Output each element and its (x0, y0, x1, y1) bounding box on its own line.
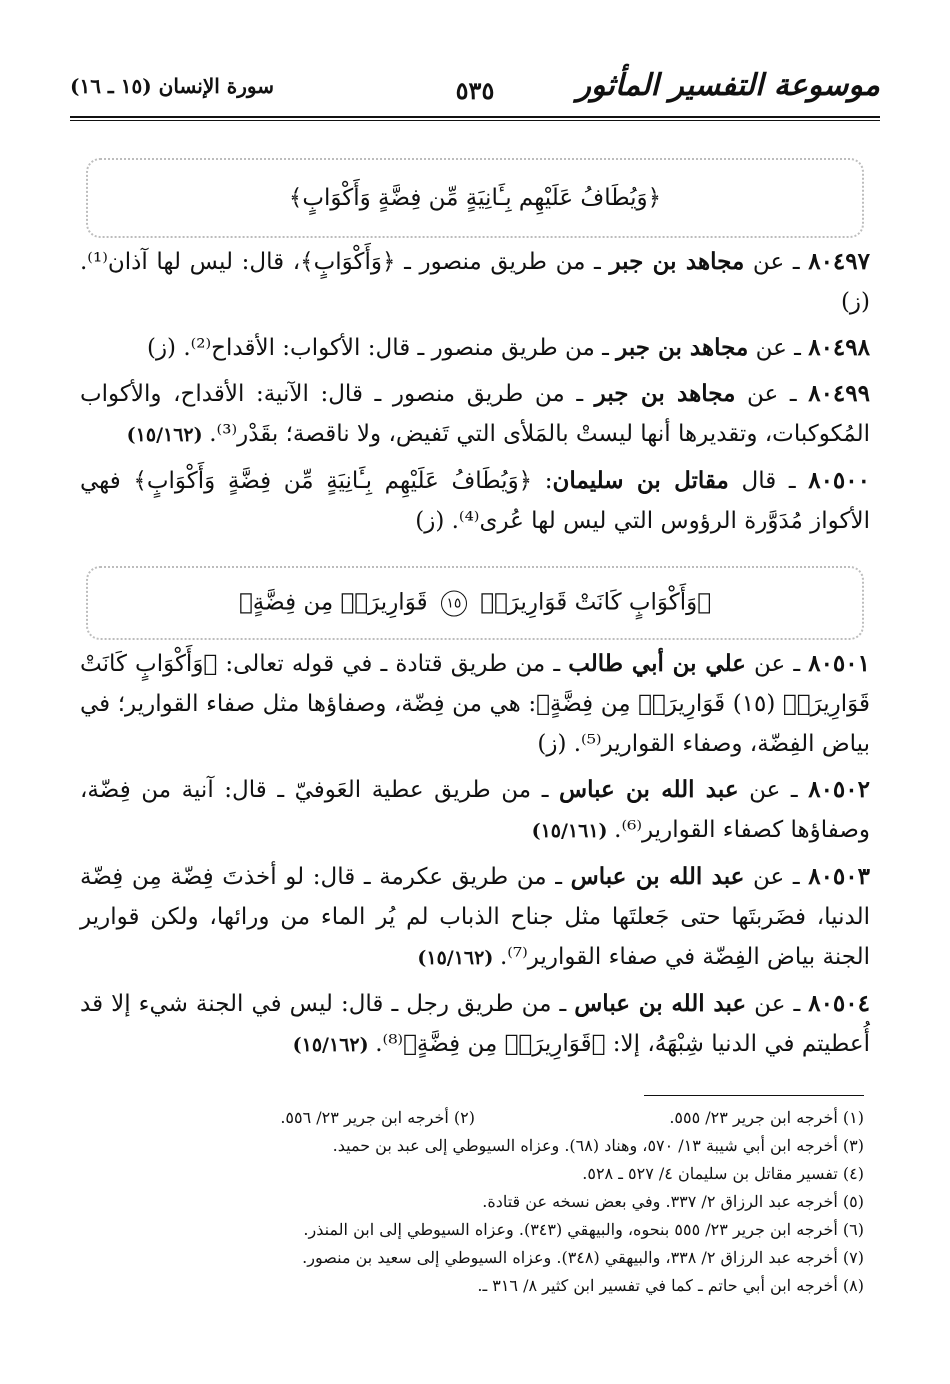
entry-body: : ﴿وَيُطَافُ عَلَيْهِم بِـَٔانِيَةٍ مِّن فِضَّةٍ وَأَكْوَابٍ﴾ فهي الأكواز مُدَوَّرة الرؤوس التي ليس لها عُرى⁽⁴⁾. (ز) (80, 468, 870, 534)
entries-group-2 (80, 644, 870, 1071)
cross-reference: (١٥/١٦٢) (126, 424, 210, 446)
entry-sep: ـ عن (746, 991, 809, 1017)
entry-body: ـ من طريق عطية العَوفيّ ـ قال: آنية من فِضّة، وصفاؤها كصفاء القوارير⁽⁶⁾. (80, 777, 870, 843)
entry-number: ٨٠٥٠٤ (808, 990, 870, 1017)
narrator-name: مقاتل بن سليمان (552, 467, 729, 494)
entry (80, 770, 870, 851)
entry (80, 242, 870, 322)
verse-line (88, 590, 862, 617)
entry (80, 644, 870, 764)
entry-number: ٨٠٥٠٢ (808, 776, 870, 803)
entry (80, 857, 870, 978)
entries-group-1 (80, 242, 870, 547)
verse-text: ﴿وَيُطَافُ عَلَيْهِم بِـَٔانِيَةٍ مِّن فِضَّةٍ وَأَكْوَابٍ﴾ (288, 185, 662, 211)
narrator-name: مجاهد بن جبر (609, 248, 745, 275)
entry (80, 461, 870, 541)
narrator-name: مجاهد بن جبر (594, 380, 736, 407)
surah-title: سورة الإنسان (١٥ ـ ١٦) (70, 74, 275, 98)
footnotes (86, 1104, 864, 1300)
footnote-3: (٣) أخرجه ابن أبي شيبة ١٣/ ٥٧٠، وهناد (٦٨). وعزاه السيوطي إلى عبد بن حميد. (332, 1136, 864, 1155)
entry-sep: ـ عن (744, 249, 809, 275)
footnote-8: (٨) أخرجه ابن أبي حاتم ـ كما في تفسير ابن كثير ٨/ ٣١٦ ـ. (477, 1276, 864, 1295)
entry-body: ـ من طريق منصور ـ ﴿وَأَكْوَابٍ﴾، قال: ليس لها آذان⁽¹⁾. (ز) (80, 249, 870, 315)
entry-body: ـ من طريق رجل ـ قال: ليس في الجنة شيء إلا قد أُعطيتم في الدنيا شِبْهَهُ، إلا: ﴿قَوَارِيرَا۟ مِن فِضَّةٍ﴾⁽⁸⁾. (80, 991, 870, 1057)
entry-sep: ـ عن (744, 864, 809, 890)
cross-reference: (١٥/١٦١) (531, 820, 615, 842)
entry (80, 328, 870, 368)
entry-body: ـ من طريق قتادة ـ في قوله تعالى: ﴿وَأَكْوَابٍ كَانَتْ قَوَارِيرَا۠ (١٥) قَوَارِيرَا۟ مِن فِضَّةٍ﴾: هي من فِضّة، وصفاؤها مثل صفاء القوارير؛ في بياض الفِضّة، وصفاء القوارير⁽⁵⁾. (ز) (80, 651, 870, 757)
entry-sep: ـ قال (728, 468, 809, 494)
footnote-5: (٥) أخرجه عبد الرزاق ٢/ ٣٣٧. وفي بعض نسخه عن قتادة. (482, 1192, 864, 1211)
footnote-4: (٤) تفسير مقاتل بن سليمان ٤/ ٥٢٧ ـ ٥٢٨. (582, 1164, 864, 1183)
narrator-name: عبد الله بن عباس (574, 990, 747, 1017)
entry-sep: ـ عن (735, 381, 809, 407)
entry-body: ـ من طريق منصور ـ قال: الأكواب: الأقداح⁽²⁾. (ز) (146, 335, 617, 361)
narrator-name: عبد الله بن عباس (570, 863, 745, 890)
entry-body: ـ من طريق عكرمة ـ قال: لو أخذتَ فِضّة مِن فِضّة الدنيا، فضَربتَها حتى جَعلتَها مثل جناح الذباب لم يُر الماء من ورائها، ولكن قوارير الجنة بياض الفِضّة في صفاء القوارير⁽⁷⁾. (80, 864, 870, 970)
entry-sep: ـ عن (748, 335, 809, 361)
footnote-7: (٧) أخرجه عبد الرزاق ٢/ ٣٣٨، والبيهقي (٣٤٨). وعزاه السيوطي إلى سعيد بن منصور. (302, 1248, 864, 1267)
verse-box-1 (86, 158, 864, 238)
entry-number: ٨٠٥٠١ (808, 650, 870, 677)
cross-reference: (١٥/١٦٢) (292, 1034, 376, 1056)
footnote-2: (٢) أخرجه ابن جرير ٢٣/ ٥٥٦. (280, 1108, 475, 1127)
ayah-number-marker: ١٥ (441, 591, 467, 617)
entry (80, 374, 870, 455)
entry-number: ٨٠٥٠٠ (808, 467, 870, 494)
page-number: ٥٣٥ (446, 76, 505, 105)
entry-number: ٨٠٥٠٣ (808, 863, 870, 890)
verse-text: ﴿وَأَكْوَابٍ كَانَتْ قَوَارِيرَا۠ (480, 589, 712, 616)
verse-text: قَوَارِيرَا۟ مِن فِضَّةٍ﴾ (238, 589, 428, 616)
entry-sep: ـ عن (738, 777, 809, 803)
narrator-name: علي بن أبي طالب (568, 650, 746, 677)
book-title: موسوعة التفسير المأثور (576, 68, 880, 103)
cross-reference: (١٥/١٦٢) (417, 947, 500, 969)
header-rule (70, 116, 880, 121)
entry-body: ـ من طريق منصور ـ قال: الآنية: الأقداح، والأكواب المُكوكبات، وتقديرها أنها ليستْ بالمَلأى التي تَفيض، ولا ناقصة؛ بقَدْر⁽³⁾. (80, 381, 870, 447)
verse-box-2 (86, 566, 864, 640)
footnote-1: (١) أخرجه ابن جرير ٢٣/ ٥٥٥. (669, 1108, 864, 1127)
entry-sep: ـ عن (745, 651, 809, 677)
footnote-divider (644, 1095, 864, 1096)
entry-number: ٨٠٤٩٨ (808, 334, 870, 361)
entry-number: ٨٠٤٩٩ (808, 380, 870, 407)
page-header (70, 66, 880, 122)
footnote-row (86, 1104, 864, 1132)
narrator-name: عبد الله بن عباس (559, 776, 739, 803)
entry-number: ٨٠٤٩٧ (808, 248, 870, 275)
narrator-name: مجاهد بن جبر (616, 334, 749, 361)
entry (80, 984, 870, 1065)
footnote-6: (٦) أخرجه ابن جرير ٢٣/ ٥٥٥ بنحوه، والبيهقي (٣٤٣). وعزاه السيوطي إلى ابن المنذر. (303, 1220, 864, 1239)
